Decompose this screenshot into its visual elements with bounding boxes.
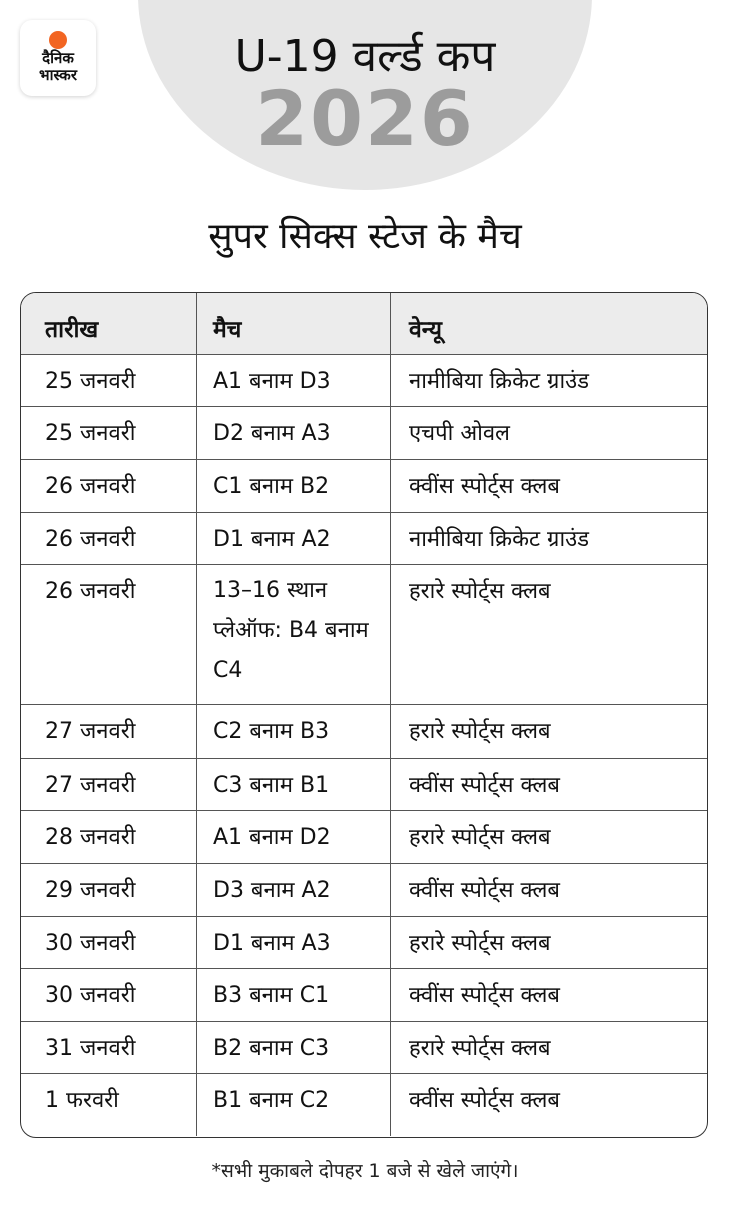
venue-cell: क्वींस स्पोर्ट्स क्लब — [409, 983, 560, 1008]
date-cell: 26 जनवरी — [21, 565, 197, 704]
logo-text-line2: भास्कर — [39, 66, 77, 84]
table-row — [21, 759, 707, 811]
match-cell: D1 बनाम A2 — [197, 513, 391, 564]
date-cell: 30 जनवरी — [21, 969, 197, 1021]
venue-cell: हरारे स्पोर्ट्स क्लब — [409, 825, 551, 850]
table-header-row — [21, 293, 707, 355]
column-header-date: तारीख — [21, 293, 197, 354]
match-cell: C1 बनाम B2 — [197, 460, 391, 512]
match-cell: D3 बनाम A2 — [197, 864, 391, 916]
date-cell: 25 जनवरी — [21, 355, 197, 406]
date-cell: 25 जनवरी — [21, 407, 197, 459]
column-header-venue: वेन्यू — [409, 317, 442, 343]
table-row — [21, 355, 707, 407]
match-cell: C3 बनाम B1 — [197, 759, 391, 810]
date-cell: 27 जनवरी — [21, 705, 197, 758]
date-cell: 26 जनवरी — [21, 513, 197, 564]
dainik-bhaskar-logo — [20, 20, 96, 96]
footnote: *सभी मुकाबले दोपहर 1 बजे से खेले जाएंगे। — [211, 1160, 519, 1182]
table-row — [21, 969, 707, 1022]
venue-cell: क्वींस स्पोर्ट्स क्लब — [409, 474, 560, 499]
date-cell: 31 जनवरी — [21, 1022, 197, 1073]
date-cell: 27 जनवरी — [21, 759, 197, 810]
table-row — [21, 811, 707, 864]
venue-cell: हरारे स्पोर्ट्स क्लब — [409, 1036, 551, 1061]
match-cell: C2 बनाम B3 — [197, 705, 391, 758]
venue-cell: क्वींस स्पोर्ट्स क्लब — [409, 773, 560, 798]
match-cell: B1 बनाम C2 — [197, 1074, 391, 1136]
venue-cell: नामीबिया क्रिकेट ग्राउंड — [409, 527, 589, 552]
schedule-table — [20, 292, 708, 1138]
match-cell: D2 बनाम A3 — [197, 407, 391, 459]
year-heading: 2026 — [255, 74, 475, 163]
table-row — [21, 864, 707, 917]
venue-cell: क्वींस स्पोर्ट्स क्लब — [409, 878, 560, 903]
table-row — [21, 917, 707, 969]
venue-cell: हरारे स्पोर्ट्स क्लब — [409, 579, 551, 604]
table-row — [21, 407, 707, 460]
date-cell: 1 फरवरी — [21, 1074, 197, 1136]
venue-cell: नामीबिया क्रिकेट ग्राउंड — [409, 369, 589, 394]
match-cell: D1 बनाम A3 — [197, 917, 391, 968]
date-cell: 29 जनवरी — [21, 864, 197, 916]
match-cell: B2 बनाम C3 — [197, 1022, 391, 1073]
venue-cell: हरारे स्पोर्ट्स क्लब — [409, 719, 551, 744]
venue-cell: हरारे स्पोर्ट्स क्लब — [409, 931, 551, 956]
column-header-match: मैच — [197, 293, 391, 354]
page-title: U-19 वर्ल्ड कप — [234, 31, 496, 82]
date-cell: 28 जनवरी — [21, 811, 197, 863]
table-row — [21, 1074, 707, 1136]
date-cell: 26 जनवरी — [21, 460, 197, 512]
table-row — [21, 705, 707, 759]
match-cell: 13–16 स्थान प्लेऑफ: B4 बनाम C4 — [197, 565, 391, 704]
table-row — [21, 1022, 707, 1074]
table-row — [21, 565, 707, 705]
table-row — [21, 513, 707, 565]
logo-text-line1: दैनिक — [42, 49, 74, 67]
match-cell: A1 बनाम D3 — [197, 355, 391, 406]
date-cell: 30 जनवरी — [21, 917, 197, 968]
venue-cell: एचपी ओवल — [409, 421, 510, 446]
match-cell: A1 बनाम D2 — [197, 811, 391, 863]
sun-icon — [49, 31, 67, 49]
table-row — [21, 460, 707, 513]
match-cell: B3 बनाम C1 — [197, 969, 391, 1021]
venue-cell: क्वींस स्पोर्ट्स क्लब — [409, 1088, 560, 1113]
section-subtitle: सुपर सिक्स स्टेज के मैच — [208, 216, 522, 257]
